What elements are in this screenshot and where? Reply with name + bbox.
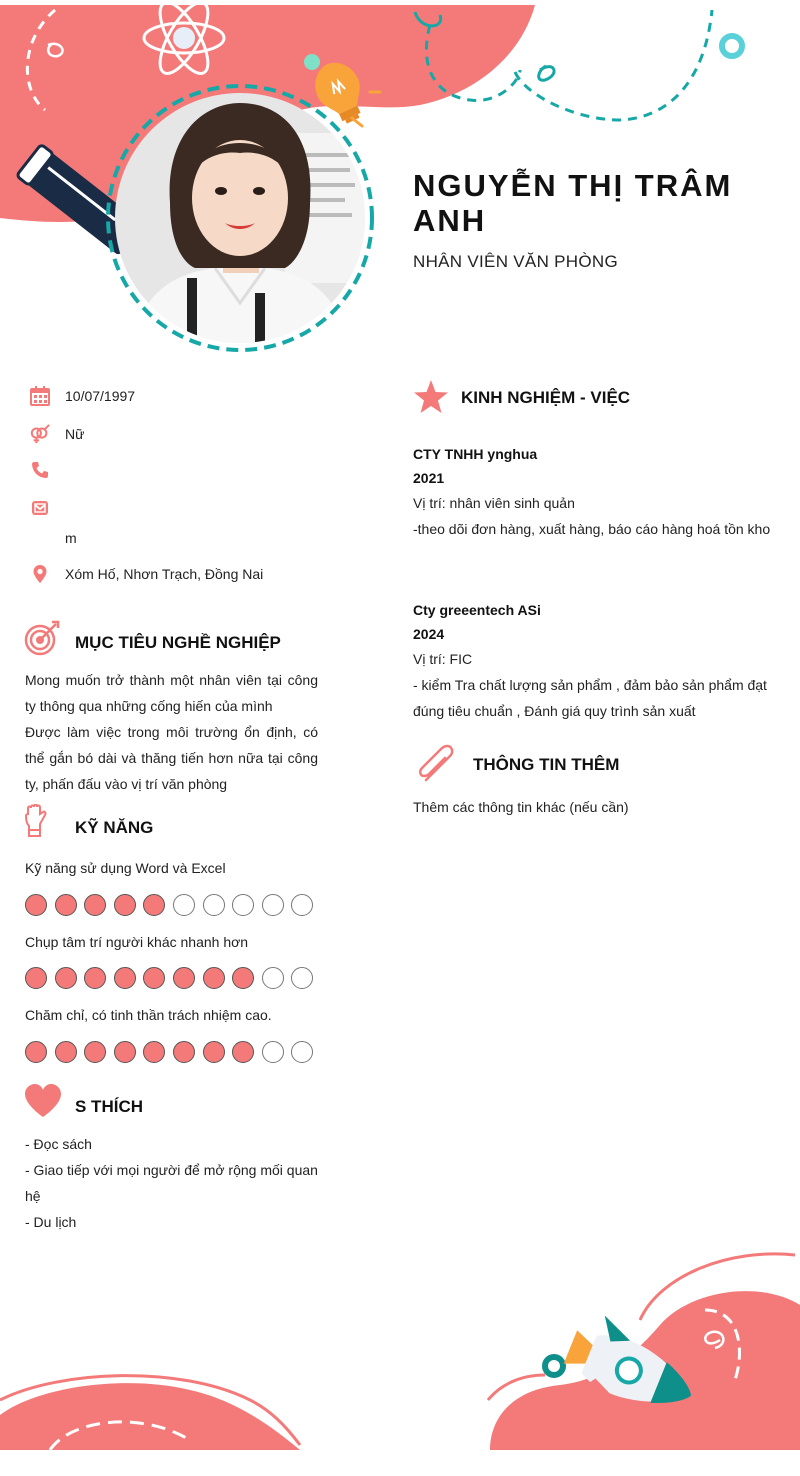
phone-row	[30, 460, 330, 484]
skill-rating-1	[25, 894, 313, 916]
location-icon	[30, 564, 50, 584]
gender-icon	[30, 424, 50, 444]
teal-ring	[722, 36, 742, 56]
skill-rating-3	[25, 1041, 313, 1063]
objective-line-2: Được làm việc trong môi trường ổn định, có thể gắn bó dài và thăng tiến hơn nữa tại công ty, phấn đấu vào vị trí văn phòng	[25, 724, 318, 792]
rating-dot-filled	[173, 1041, 195, 1063]
rating-dot-empty	[232, 894, 254, 916]
address-row	[30, 564, 330, 588]
gender-row	[30, 424, 330, 448]
exp-company-1: CTY TNHH ynghua	[413, 446, 538, 462]
exp-year-2: 2024	[413, 626, 445, 642]
rating-dot-filled	[232, 967, 254, 989]
teal-ring-bottom	[545, 1357, 563, 1375]
exp-description-2: - kiểm Tra chất lượng sản phẩm , đảm bảo sản phẩm đạt đúng tiêu chuẩn , Đánh giá quy trình sản xuất	[413, 677, 767, 719]
rating-dot-filled	[203, 1041, 225, 1063]
hand-icon	[24, 804, 48, 838]
email-row	[30, 498, 330, 522]
rating-dot-filled	[55, 1041, 77, 1063]
phone-icon	[30, 460, 50, 480]
rating-dot-empty	[291, 1041, 313, 1063]
rating-dot-filled	[84, 894, 106, 916]
rating-dot-filled	[25, 894, 47, 916]
rating-dot-empty	[291, 967, 313, 989]
hobby-item-3: - Du lịch	[25, 1214, 77, 1230]
rating-dot-filled	[25, 967, 47, 989]
extra-text: Thêm các thông tin khác (nếu cần)	[413, 799, 629, 815]
rating-dot-filled	[173, 967, 195, 989]
skill-name-1: Kỹ năng sử dụng Word và Excel	[25, 860, 226, 876]
candidate-name: NGUYỄN THỊ TRÂM ANH	[413, 168, 733, 238]
hobby-item-1: - Đọc sách	[25, 1136, 92, 1152]
objective-line-1: Mong muốn trở thành một nhân viên tại công ty thông qua những cống hiến của mình	[25, 672, 318, 714]
skill-name-3: Chăm chỉ, có tinh thần trách nhiệm cao.	[25, 1007, 272, 1023]
rating-dot-empty	[203, 894, 225, 916]
rating-dot-filled	[25, 1041, 47, 1063]
footer-decoration	[0, 1240, 800, 1476]
exp-year-1: 2021	[413, 470, 445, 486]
rating-dot-filled	[203, 967, 225, 989]
rating-dot-filled	[55, 967, 77, 989]
rating-dot-empty	[262, 1041, 284, 1063]
star-icon	[413, 380, 449, 414]
rating-dot-filled	[143, 967, 165, 989]
heart-icon	[24, 1084, 62, 1118]
skill-name-2: Chụp tâm trí người khác nhanh hơn	[25, 934, 249, 950]
rating-dot-filled	[232, 1041, 254, 1063]
gender-value: Nữ	[65, 426, 85, 442]
rating-dot-empty	[173, 894, 195, 916]
exp-position-2: Vị trí: FIC	[413, 651, 473, 667]
profile-photo	[115, 93, 365, 343]
experience-title: KINH NGHIỆM - VIỆC	[461, 388, 631, 407]
calendar-icon	[30, 386, 50, 406]
rating-dot-filled	[55, 894, 77, 916]
job-title: NHÂN VIÊN VĂN PHÒNG	[413, 252, 619, 271]
rating-dot-filled	[84, 967, 106, 989]
skill-rating-2	[25, 967, 313, 989]
rating-dot-empty	[262, 967, 284, 989]
pink-blob-bottom-left	[0, 1383, 300, 1450]
rating-dot-filled	[114, 894, 136, 916]
paperclip-icon	[416, 744, 458, 784]
address-value: Xóm Hố, Nhơn Trạch, Đồng Nai	[65, 566, 264, 582]
rating-dot-empty	[291, 894, 313, 916]
rating-dot-filled	[84, 1041, 106, 1063]
rating-dot-filled	[143, 1041, 165, 1063]
email-value[interactable]: m	[65, 530, 77, 546]
extra-title: THÔNG TIN THÊM	[473, 755, 620, 774]
email-icon	[30, 498, 50, 518]
objective-title: MỤC TIÊU NGHỀ NGHIỆP	[75, 633, 281, 652]
hobby-item-2: - Giao tiếp với mọi người để mở rộng mối quan hệ	[25, 1162, 318, 1204]
rating-dot-filled	[143, 894, 165, 916]
rating-dot-empty	[262, 894, 284, 916]
hobbies-title: S THÍCH	[75, 1097, 143, 1116]
exp-position-1: Vị trí: nhân viên sinh quản	[413, 495, 575, 511]
exp-description-1: -theo dõi đơn hàng, xuất hàng, báo cáo hàng hoá tồn kho	[413, 521, 771, 537]
rating-dot-filled	[114, 1041, 136, 1063]
rating-dot-filled	[114, 967, 136, 989]
birthdate-row	[30, 386, 330, 410]
birthdate-value: 10/07/1997	[65, 388, 136, 404]
exp-company-2: Cty greeentech ASi	[413, 602, 541, 618]
skills-title: KỸ NĂNG	[75, 818, 154, 837]
target-icon	[24, 620, 60, 656]
